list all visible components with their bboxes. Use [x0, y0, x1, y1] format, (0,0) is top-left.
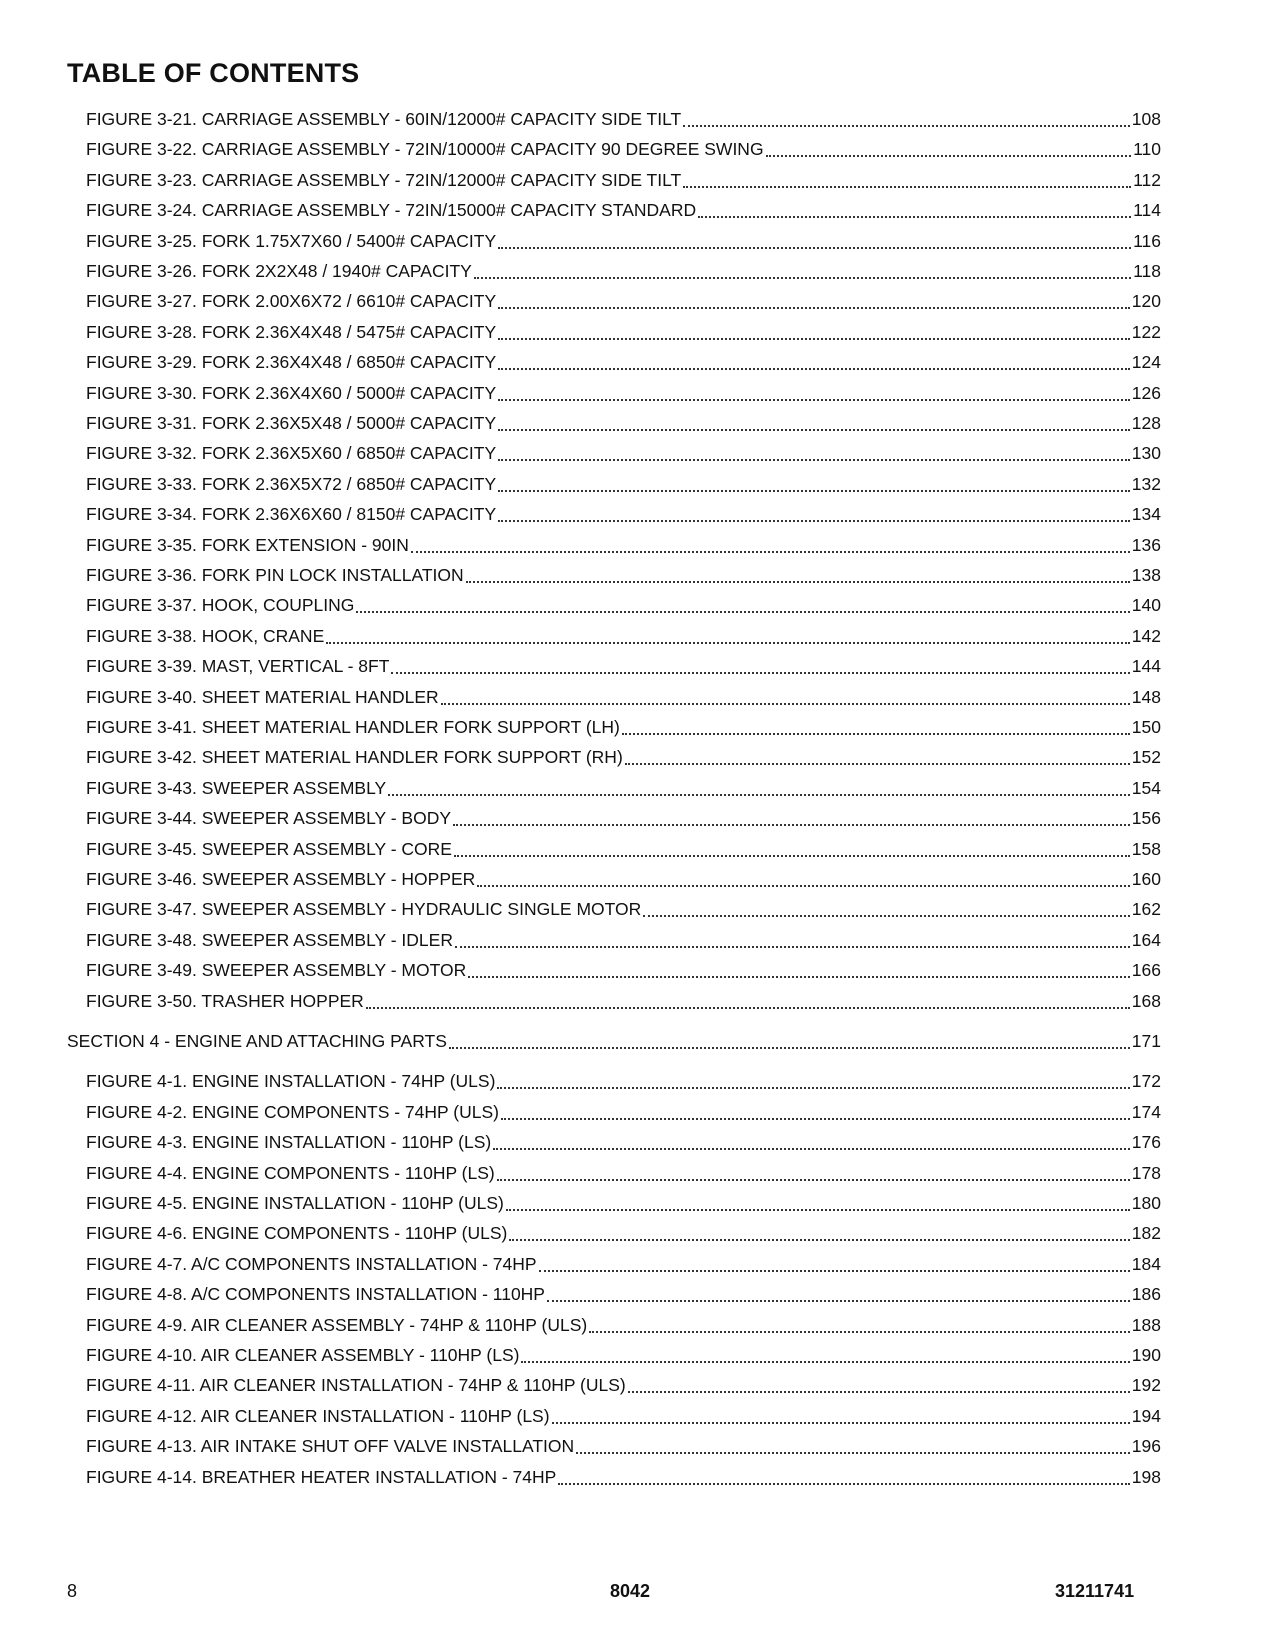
toc-entry-page: 118: [1133, 261, 1161, 281]
toc-dot-leader: [766, 155, 1132, 157]
toc-entry-label: FIGURE 4-13. AIR INTAKE SHUT OFF VALVE INSTALLATION: [86, 1436, 575, 1457]
toc-dot-leader: [497, 1179, 1130, 1181]
toc-entry-label: FIGURE 3-40. SHEET MATERIAL HANDLER: [86, 686, 439, 707]
toc-figure-entry[interactable]: [86, 1344, 1161, 1366]
toc-dot-leader: [558, 1483, 1129, 1485]
toc-entry-page: 150: [1131, 717, 1161, 737]
footer-page-number: 8: [67, 1581, 78, 1601]
toc-figure-entry[interactable]: [86, 929, 1161, 951]
toc-figure-entry[interactable]: [86, 1070, 1161, 1092]
toc-figure-entry[interactable]: [86, 625, 1161, 647]
toc-figure-entry[interactable]: [86, 838, 1161, 860]
toc-entry-page: 194: [1131, 1405, 1161, 1426]
toc-entry-page: 176: [1131, 1132, 1161, 1153]
toc-entry-label: FIGURE 3-49. SWEEPER ASSEMBLY - MOTOR: [86, 960, 467, 981]
toc-entry-page: 116: [1133, 230, 1161, 251]
toc-dot-leader: [552, 1422, 1130, 1424]
toc-entry-page: 120: [1131, 291, 1161, 312]
toc-entry-page: 130: [1131, 443, 1161, 464]
toc-dot-leader: [576, 1452, 1130, 1454]
toc-dot-leader: [455, 946, 1130, 948]
toc-figure-entry[interactable]: [86, 1192, 1161, 1214]
toc-entry-page: 154: [1131, 777, 1161, 798]
footer-model: 8042: [610, 1581, 651, 1601]
toc-figure-entry[interactable]: [86, 564, 1161, 586]
toc-entry-label: FIGURE 3-32. FORK 2.36X5X60 / 6850# CAPACITY: [86, 443, 497, 464]
toc-dot-leader: [498, 490, 1130, 492]
toc-entry-label: FIGURE 3-50. TRASHER HOPPER: [86, 990, 364, 1011]
toc-entry-page: 190: [1131, 1345, 1161, 1365]
toc-entry-page: 138: [1131, 565, 1161, 585]
toc-dot-leader: [449, 1047, 1130, 1049]
toc-entry-label: FIGURE 4-4. ENGINE COMPONENTS - 110HP (LS): [86, 1162, 495, 1183]
toc-dot-leader: [539, 1270, 1130, 1272]
toc-entry-label: FIGURE 3-31. FORK 2.36X5X48 / 5000# CAPACITY: [86, 413, 497, 433]
toc-entry-label: FIGURE 3-42. SHEET MATERIAL HANDLER FORK SUPPORT (RH): [86, 747, 623, 768]
toc-entry-label: FIGURE 3-25. FORK 1.75X7X60 / 5400# CAPACITY: [86, 230, 497, 251]
toc-entry-page: 192: [1131, 1375, 1161, 1396]
toc-figure-entry[interactable]: [86, 716, 1161, 738]
toc-figure-entry[interactable]: [86, 290, 1161, 312]
toc-entry-page: 122: [1131, 321, 1161, 342]
toc-entry-label: FIGURE 4-5. ENGINE INSTALLATION - 110HP (ULS): [86, 1193, 504, 1213]
toc-entry-label: FIGURE 3-37. HOOK, COUPLING: [86, 595, 355, 616]
toc-entry-label: FIGURE 3-35. FORK EXTENSION - 90IN: [86, 534, 409, 555]
toc-entry-label: FIGURE 3-34. FORK 2.36X6X60 / 8150# CAPACITY: [86, 504, 497, 525]
toc-figure-entry[interactable]: [86, 351, 1161, 373]
toc-entry-page: 164: [1131, 929, 1161, 950]
toc-entry-page: 162: [1131, 899, 1161, 920]
toc-entry-page: 134: [1131, 504, 1161, 525]
toc-entry-label: FIGURE 3-45. SWEEPER ASSEMBLY - CORE: [86, 838, 452, 859]
toc-dot-leader: [625, 763, 1130, 765]
toc-figure-entry[interactable]: [86, 169, 1161, 191]
toc-dot-leader: [498, 399, 1130, 401]
toc-dot-leader: [683, 186, 1131, 188]
toc-dot-leader: [698, 216, 1131, 218]
toc-dot-leader: [411, 551, 1130, 553]
toc-figure-entry[interactable]: [86, 1283, 1161, 1305]
toc-figure-entry[interactable]: [86, 1131, 1161, 1153]
toc-entry-label: FIGURE 4-2. ENGINE COMPONENTS - 74HP (ULS): [86, 1101, 499, 1122]
toc-dot-leader: [498, 368, 1130, 370]
toc-entry-label: FIGURE 3-41. SHEET MATERIAL HANDLER FORK SUPPORT (LH): [86, 717, 620, 737]
toc-figure-entry[interactable]: [86, 503, 1161, 525]
toc-dot-leader: [643, 915, 1130, 917]
toc-figure-entry[interactable]: [86, 655, 1161, 677]
toc-dot-leader: [589, 1331, 1130, 1333]
toc-entry-page: 172: [1131, 1071, 1161, 1092]
toc-entry-page: 184: [1131, 1253, 1161, 1274]
toc-entry-page: 174: [1131, 1101, 1161, 1122]
toc-entry-label: FIGURE 3-47. SWEEPER ASSEMBLY - HYDRAULIC SINGLE MOTOR: [86, 899, 642, 920]
toc-entry-label: FIGURE 3-29. FORK 2.36X4X48 / 6850# CAPACITY: [86, 352, 497, 373]
toc-figure-entry[interactable]: [86, 138, 1161, 160]
toc-dot-leader: [506, 1209, 1130, 1211]
toc-entry-page: 166: [1131, 960, 1161, 981]
toc-entry-page: 198: [1131, 1466, 1161, 1487]
toc-figure-entry[interactable]: [86, 108, 1161, 130]
toc-figure-entry[interactable]: [86, 746, 1161, 768]
toc-entry-page: 132: [1131, 473, 1161, 494]
toc-dot-leader: [498, 338, 1130, 340]
toc-entry-page: 188: [1131, 1314, 1161, 1335]
toc-entry-page: 178: [1131, 1162, 1161, 1183]
footer-doc-number: 31211741: [1055, 1581, 1135, 1601]
toc-entry-page: 171: [1131, 1031, 1161, 1051]
toc-dot-leader: [388, 794, 1130, 796]
toc-figure-entry[interactable]: [86, 1314, 1161, 1336]
toc-figure-entry[interactable]: [86, 1466, 1161, 1488]
toc-figure-entry[interactable]: [86, 594, 1161, 616]
toc-entry-label: FIGURE 4-12. AIR CLEANER INSTALLATION - 110HP (LS): [86, 1405, 550, 1426]
toc-figure-entry[interactable]: [86, 959, 1161, 981]
toc-entry-page: 160: [1131, 869, 1161, 889]
toc-figure-entry[interactable]: [86, 1101, 1161, 1123]
toc-entry-page: 114: [1133, 200, 1161, 221]
toc-figure-entry[interactable]: [86, 473, 1161, 495]
toc-dot-leader: [477, 885, 1129, 887]
toc-figure-entry[interactable]: [86, 321, 1161, 343]
toc-dot-leader: [474, 277, 1131, 279]
toc-figure-entry[interactable]: [86, 868, 1161, 890]
toc-dot-leader: [453, 824, 1130, 826]
toc-entry-page: 142: [1131, 625, 1161, 646]
toc-dot-leader: [468, 976, 1130, 978]
toc-entry-label: FIGURE 4-8. A/C COMPONENTS INSTALLATION - 110HP: [86, 1284, 545, 1305]
toc-entry-page: 136: [1131, 534, 1161, 555]
toc-entry-page: 156: [1131, 808, 1161, 829]
toc-entry-label: FIGURE 4-3. ENGINE INSTALLATION - 110HP (LS): [86, 1132, 492, 1153]
toc-entry-label: FIGURE 4-10. AIR CLEANER ASSEMBLY - 110HP (LS): [86, 1345, 520, 1365]
toc-dot-leader: [501, 1118, 1130, 1120]
toc-entry-label: FIGURE 3-24. CARRIAGE ASSEMBLY - 72IN/15000# CAPACITY STANDARD: [86, 200, 697, 221]
toc-entry-page: 124: [1131, 352, 1161, 373]
toc-dot-leader: [547, 1300, 1130, 1302]
toc-dot-leader: [326, 642, 1130, 644]
toc-dot-leader: [497, 1087, 1129, 1089]
toc-entry-page: 110: [1133, 139, 1161, 160]
toc-figure-entry[interactable]: [86, 1374, 1161, 1396]
toc-entry-label: FIGURE 4-14. BREATHER HEATER INSTALLATION - 74HP: [86, 1466, 557, 1487]
toc-entry-label: FIGURE 3-36. FORK PIN LOCK INSTALLATION: [86, 565, 464, 585]
toc-entry-label: FIGURE 3-46. SWEEPER ASSEMBLY - HOPPER: [86, 869, 476, 889]
toc-entry-label: FIGURE 4-1. ENGINE INSTALLATION - 74HP (ULS): [86, 1071, 496, 1092]
toc-dot-leader: [521, 1361, 1129, 1363]
toc-entry-label: FIGURE 4-7. A/C COMPONENTS INSTALLATION - 74HP: [86, 1253, 537, 1274]
toc-entry-label: FIGURE 3-23. CARRIAGE ASSEMBLY - 72IN/12000# CAPACITY SIDE TILT: [86, 169, 682, 190]
toc-figure-entry[interactable]: [86, 260, 1161, 282]
toc-figure-entry[interactable]: [86, 807, 1161, 829]
toc-figure-entry[interactable]: [86, 686, 1161, 708]
toc-dot-leader: [466, 581, 1130, 583]
toc-entry-page: 186: [1131, 1284, 1161, 1305]
toc-entry-page: 152: [1131, 747, 1161, 768]
toc-figure-entry[interactable]: [86, 442, 1161, 464]
toc-dot-leader: [498, 247, 1131, 249]
toc-figure-entry[interactable]: [86, 777, 1161, 799]
toc-figure-entry[interactable]: [86, 534, 1161, 556]
toc-figure-entry[interactable]: [86, 1435, 1161, 1457]
toc-entry-page: 168: [1131, 990, 1161, 1011]
toc-entry-label: FIGURE 3-21. CARRIAGE ASSEMBLY - 60IN/12000# CAPACITY SIDE TILT: [86, 109, 682, 129]
toc-dot-leader: [509, 1239, 1129, 1241]
toc-entry-label: FIGURE 4-11. AIR CLEANER INSTALLATION - 74HP & 110HP (ULS): [86, 1375, 626, 1396]
toc-dot-leader: [366, 1007, 1130, 1009]
toc-entry-page: 144: [1131, 656, 1161, 677]
toc-figure-entry[interactable]: [86, 1162, 1161, 1184]
toc-section-entry[interactable]: [67, 1030, 1161, 1052]
toc-entry-label: FIGURE 3-28. FORK 2.36X4X48 / 5475# CAPACITY: [86, 321, 497, 342]
toc-entry-page: 180: [1131, 1193, 1161, 1213]
toc-entry-label: FIGURE 3-43. SWEEPER ASSEMBLY: [86, 777, 387, 798]
toc-entry-page: 196: [1131, 1436, 1161, 1457]
toc-dot-leader: [498, 459, 1130, 461]
toc-entry-label: FIGURE 3-30. FORK 2.36X4X60 / 5000# CAPACITY: [86, 382, 497, 403]
toc-entry-page: 140: [1131, 595, 1161, 616]
toc-figure-entry[interactable]: [86, 898, 1161, 920]
toc-dot-leader: [356, 611, 1129, 613]
toc-entry-page: 126: [1131, 382, 1161, 403]
toc-entry-label: FIGURE 3-38. HOOK, CRANE: [86, 625, 325, 646]
toc-entry-page: 148: [1131, 686, 1161, 707]
toc-dot-leader: [454, 855, 1130, 857]
toc-entry-page: 158: [1131, 838, 1161, 859]
toc-entry-label: FIGURE 4-9. AIR CLEANER ASSEMBLY - 74HP & 110HP (ULS): [86, 1314, 588, 1335]
toc-figure-entry[interactable]: [86, 199, 1161, 221]
toc-dot-leader: [628, 1391, 1130, 1393]
toc-figure-entry[interactable]: [86, 990, 1161, 1012]
toc-dot-leader: [391, 672, 1129, 674]
toc-figure-entry[interactable]: [86, 382, 1161, 404]
toc-entry-label: FIGURE 3-33. FORK 2.36X5X72 / 6850# CAPACITY: [86, 473, 497, 494]
toc-figure-entry[interactable]: [86, 1253, 1161, 1275]
toc-entry-label: FIGURE 3-48. SWEEPER ASSEMBLY - IDLER: [86, 929, 453, 950]
toc-entry-label: FIGURE 3-44. SWEEPER ASSEMBLY - BODY: [86, 808, 452, 829]
toc-figure-entry[interactable]: [86, 1222, 1161, 1244]
toc-entry-label: FIGURE 3-27. FORK 2.00X6X72 / 6610# CAPACITY: [86, 291, 497, 312]
toc-entry-label: SECTION 4 - ENGINE AND ATTACHING PARTS: [67, 1031, 447, 1051]
toc-entry-page: 182: [1131, 1223, 1161, 1244]
toc-dot-leader: [498, 520, 1130, 522]
toc-entry-label: FIGURE 3-22. CARRIAGE ASSEMBLY - 72IN/10000# CAPACITY 90 DEGREE SWING: [86, 139, 764, 160]
toc-dot-leader: [683, 125, 1130, 127]
toc-figure-entry[interactable]: [86, 230, 1161, 252]
toc-entry-label: FIGURE 3-39. MAST, VERTICAL - 8FT: [86, 656, 390, 677]
toc-entry-label: FIGURE 4-6. ENGINE COMPONENTS - 110HP (ULS): [86, 1223, 508, 1244]
toc-dot-leader: [441, 703, 1130, 705]
toc-figure-entry[interactable]: [86, 412, 1161, 434]
toc-dot-leader: [498, 307, 1130, 309]
toc-dot-leader: [493, 1148, 1130, 1150]
toc-dot-leader: [498, 429, 1130, 431]
toc-figure-entry[interactable]: [86, 1405, 1161, 1427]
toc-dot-leader: [622, 733, 1130, 735]
toc-entry-page: 112: [1133, 169, 1161, 190]
toc-entry-page: 128: [1131, 413, 1161, 433]
toc-entry-label: FIGURE 3-26. FORK 2X2X48 / 1940# CAPACITY: [86, 261, 472, 281]
toc-entry-page: 108: [1131, 109, 1161, 129]
page-title: TABLE OF CONTENTS: [67, 58, 360, 88]
